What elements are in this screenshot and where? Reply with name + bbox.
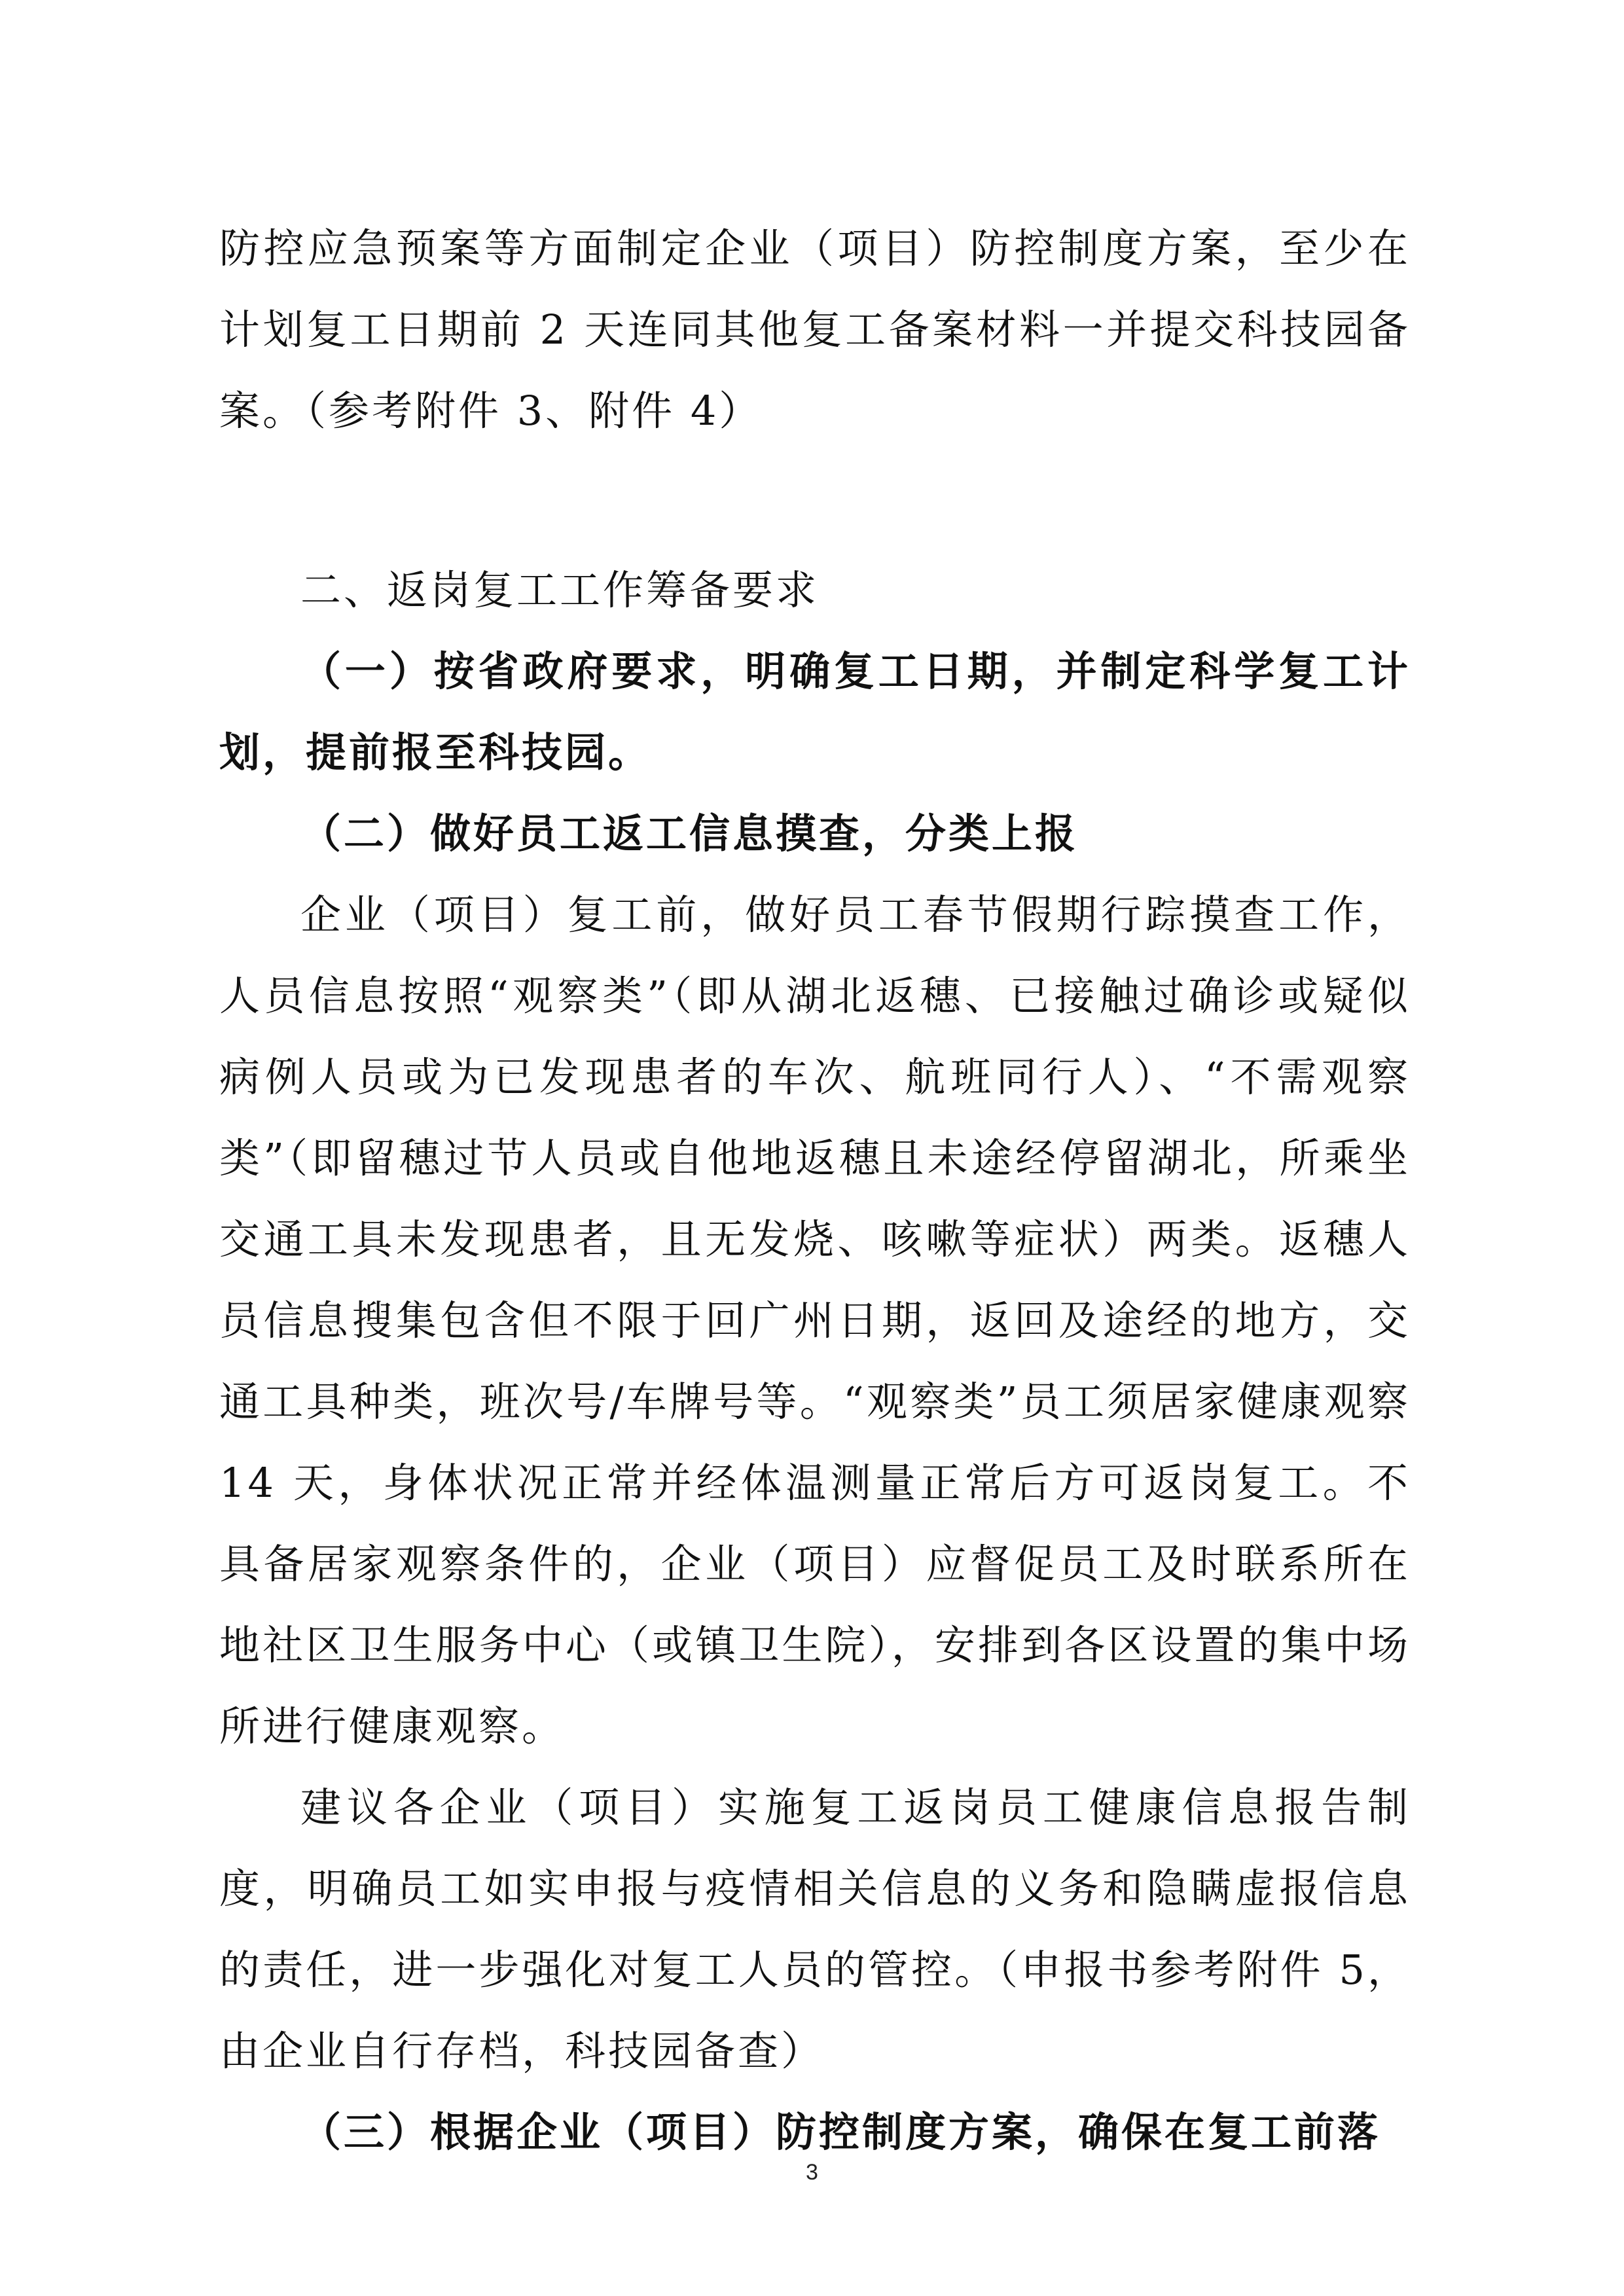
paragraph-continuation: 防控应急预案等方面制定企业（项目）防控制度方案，至少在计划复工日期前 2 天连同其他复工备案材料一并提交科技园备案。（参考附件 3、附件 4） (219, 224, 1411, 435)
page-number: 3 (806, 2160, 818, 2185)
section-gap (219, 452, 1411, 550)
document-body (219, 208, 1411, 2173)
subheading-2-2: （二）做好员工返工信息摸查，分类上报 (300, 810, 1079, 857)
subheading-2-1: （一）按省政府要求，明确复工日期，并制定科学复工计划，提前报至科技园。 (219, 647, 1411, 776)
subheading-2-3: （三）根据企业（项目）防控制度方案，确保在复工前落 (300, 2108, 1381, 2156)
section-heading-2: 二、返岗复工工作筹备要求 (300, 566, 820, 614)
paragraph-health-report-system: 建议各企业（项目）实施复工返岗员工健康信息报告制度，明确员工如实申报与疫情相关信息的义务和隐瞒虚报信息的责任，进一步强化对复工人员的管控。（申报书参考附件 5，由企业自行存档，科技园备查） (219, 1784, 1411, 2075)
paragraph-staff-info-survey: 企业（项目）复工前，做好员工春节假期行踪摸查工作，人员信息按照“观察类”（即从湖北返穗、已接触过确诊或疑似病例人员或为已发现患者的车次、航班同行人）、“不需观察类”（即留穗过节人员或自他地返穗且未途经停留湖北，所乘坐交通工具未发现患者，且无发烧、咳嗽等症状）两类。返穗人员信息搜集包含但不限于回广州日期，返回及途经的地方，交通工具种类，班次号/车牌号等。“观察类”员工须居家健康观察 14 天，身体状况正常并经体温测量正常后方可返岗复工。不具备居家观察条件的，企业（项目）应督促员工及时联系所在地社区卫生服务中心（或镇卫生院），安排到各区设置的集中场所进行健康观察。 (219, 891, 1411, 1750)
